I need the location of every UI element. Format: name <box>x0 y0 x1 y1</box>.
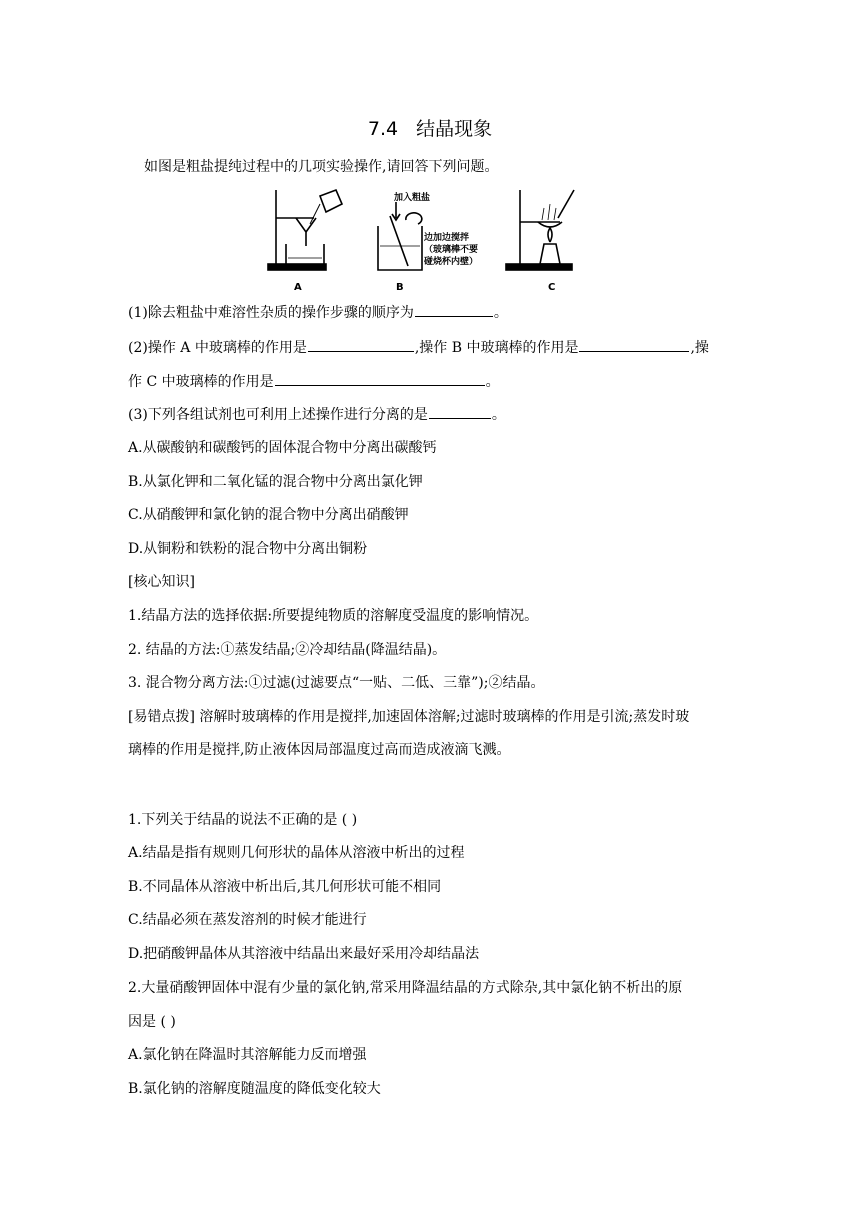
apparatus-illustration <box>262 184 602 296</box>
answer-blank-q2c[interactable] <box>275 371 485 386</box>
core-item-1: 1.结晶方法的选择依据:所要提纯物质的溶解度受温度的影响情况。 <box>128 608 539 624</box>
stir-label-3: 碰烧杯内壁） <box>424 257 479 267</box>
tip-line-2: 璃棒的作用是搅拌,防止液体因局部温度过高而造成液滴飞溅。 <box>128 742 511 758</box>
glass-rod-b <box>390 216 408 266</box>
exercise-1-stem: 1.下列关于结晶的说法不正确的是 ( ) <box>128 812 358 828</box>
beaker-a <box>286 244 324 266</box>
intro-text: 如图是粗盐提纯过程中的几项实验操作,请回答下列问题。 <box>144 159 499 175</box>
answer-blank-q3[interactable] <box>429 404 491 419</box>
section-number: 7.4 <box>367 118 399 140</box>
stir-label-2: （玻璃棒不要 <box>424 245 479 255</box>
question-1: (1)除去粗盐中难溶性杂质的操作步骤的顺序为 。 <box>128 302 508 323</box>
ex1-option-c: C.结晶必须在蒸发溶剂的时候才能进行 <box>128 912 367 928</box>
ex2-option-a: A.氯化钠在降温时其溶解能力反而增强 <box>128 1047 367 1063</box>
stand-base-a <box>268 264 326 270</box>
experiment-figure <box>262 184 602 296</box>
q3-option-c: C.从硝酸钾和氯化钠的混合物中分离出硝酸钾 <box>128 507 409 523</box>
q3-option-b: B.从氯化钾和二氧化锰的混合物中分离出氯化钾 <box>128 474 423 490</box>
glass-rod-c <box>558 190 574 218</box>
tip-line-1: [易错点拨] 溶解时玻璃棒的作用是搅拌,加速固体溶解;过滤时玻璃棒的作用是引流;蒸发时玻 <box>128 709 690 725</box>
answer-blank-q2a[interactable] <box>308 337 414 352</box>
label-c: C <box>548 282 556 293</box>
pouring-beaker-a <box>320 190 342 212</box>
page-title <box>0 114 860 141</box>
funnel-a <box>296 218 306 246</box>
question-3: (3)下列各组试剂也可利用上述操作进行分离的是 。 <box>128 404 506 425</box>
beaker-b <box>378 226 422 270</box>
ex1-option-b: B.不同晶体从溶液中析出后,其几何形状可能不相同 <box>128 879 442 895</box>
stir-arrow-b <box>406 213 422 224</box>
q3-option-d: D.从铜粉和铁粉的混合物中分离出铜粉 <box>128 541 368 557</box>
alcohol-lamp-c <box>540 244 560 264</box>
answer-blank-q1[interactable] <box>415 302 493 317</box>
question-2-line-2: 作 C 中玻璃棒的作用是 。 <box>128 371 500 392</box>
stand-base-c <box>506 264 572 270</box>
ex1-option-d: D.把硝酸钾晶体从其溶液中结晶出来最好采用冷却结晶法 <box>128 946 480 962</box>
label-b: B <box>396 282 404 293</box>
ex2-option-b: B.氯化钠的溶解度随温度的降低变化较大 <box>128 1081 381 1097</box>
flame-c <box>548 228 552 242</box>
core-knowledge-heading: [核心知识] <box>128 574 195 590</box>
core-item-3: 3. 混合物分离方法:①过滤(过滤要点“一贴、二低、三靠”);②结晶。 <box>128 675 545 691</box>
core-item-2: 2. 结晶的方法:①蒸发结晶;②冷却结晶(降温结晶)。 <box>128 642 447 658</box>
question-2-line-1: (2)操作 A 中玻璃棒的作用是 ,操作 B 中玻璃棒的作用是 ,操 <box>128 337 709 358</box>
section-title: 结晶现象 <box>416 118 493 140</box>
stir-label-1: 边加边搅拌 <box>424 233 470 243</box>
q3-option-a: A.从碳酸钠和碳酸钙的固体混合物中分离出碳酸钙 <box>128 440 437 456</box>
label-a: A <box>294 282 302 293</box>
exercise-2-stem-line-2: 因是 ( ) <box>128 1014 176 1030</box>
add-salt-label: 加入粗盐 <box>394 193 431 203</box>
exercise-2-stem-line-1: 2.大量硝酸钾固体中混有少量的氯化钠,常采用降温结晶的方式除杂,其中氯化钠不析出的原 <box>128 980 683 996</box>
ex1-option-a: A.结晶是指有规则几何形状的晶体从溶液中析出的过程 <box>128 845 465 861</box>
answer-blank-q2b[interactable] <box>579 337 689 352</box>
